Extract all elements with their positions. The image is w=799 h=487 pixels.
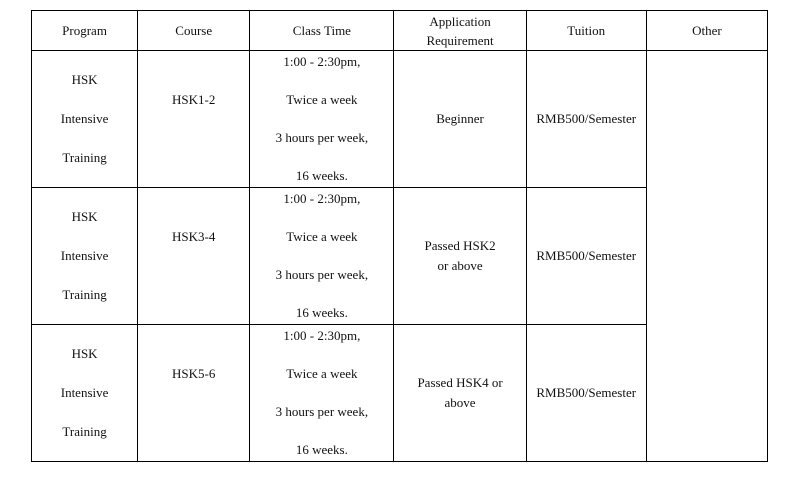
course-schedule-table [31, 10, 768, 462]
requirement-line: Passed HSK2 [424, 238, 496, 253]
course-cell [138, 325, 250, 462]
requirement-line: Passed HSK4 or [417, 375, 503, 390]
header-class-time: Class Time [250, 11, 394, 51]
class-time-cell [250, 188, 394, 325]
class-time-line: 1:00 - 2:30pm, [283, 328, 361, 343]
class-time-line: 1:00 - 2:30pm, [283, 191, 361, 206]
program-line: HSK [71, 209, 98, 224]
class-time-line: Twice a week [286, 92, 358, 107]
program-line: Training [62, 287, 107, 302]
requirement-cell [394, 188, 526, 325]
course-name: HSK1-2 [172, 92, 216, 107]
header-other: Other [646, 11, 767, 51]
program-cell [32, 188, 138, 325]
class-time-line: 3 hours per week, [275, 404, 369, 419]
course-cell [138, 51, 250, 188]
course-name: HSK3-4 [172, 229, 216, 244]
requirement-line: above [444, 395, 476, 410]
requirement-line: Beginner [436, 111, 484, 126]
tuition-cell: RMB500/Semester [526, 188, 646, 325]
requirement-line: or above [437, 258, 483, 273]
class-time-line: Twice a week [286, 229, 358, 244]
header-requirement-line: Application [429, 13, 491, 29]
course-cell [138, 188, 250, 325]
table-row [32, 51, 768, 188]
class-time-line: 3 hours per week, [275, 130, 369, 145]
header-application-requirement [394, 11, 526, 51]
class-time-line: 16 weeks. [295, 442, 348, 457]
class-time-line: 1:00 - 2:30pm, [283, 54, 361, 69]
program-line: HSK [71, 346, 98, 361]
program-line: Intensive [60, 248, 109, 263]
class-time-cell [250, 51, 394, 188]
class-time-line: 16 weeks. [295, 305, 348, 320]
program-cell [32, 325, 138, 462]
other-cell [646, 51, 767, 462]
course-name: HSK5-6 [172, 366, 216, 381]
program-line: Training [62, 424, 107, 439]
class-time-line: 16 weeks. [295, 168, 348, 183]
header-tuition: Tuition [526, 11, 646, 51]
program-line: HSK [71, 72, 98, 87]
header-course: Course [138, 11, 250, 51]
tuition-cell: RMB500/Semester [526, 325, 646, 462]
class-time-line: Twice a week [286, 366, 358, 381]
header-row [32, 11, 768, 51]
program-cell [32, 51, 138, 188]
program-line: Intensive [60, 385, 109, 400]
requirement-cell [394, 325, 526, 462]
header-program: Program [32, 11, 138, 51]
class-time-cell [250, 325, 394, 462]
header-requirement-line: Requirement [426, 32, 494, 48]
program-line: Training [62, 150, 107, 165]
class-time-line: 3 hours per week, [275, 267, 369, 282]
tuition-cell: RMB500/Semester [526, 51, 646, 188]
requirement-cell [394, 51, 526, 188]
program-line: Intensive [60, 111, 109, 126]
